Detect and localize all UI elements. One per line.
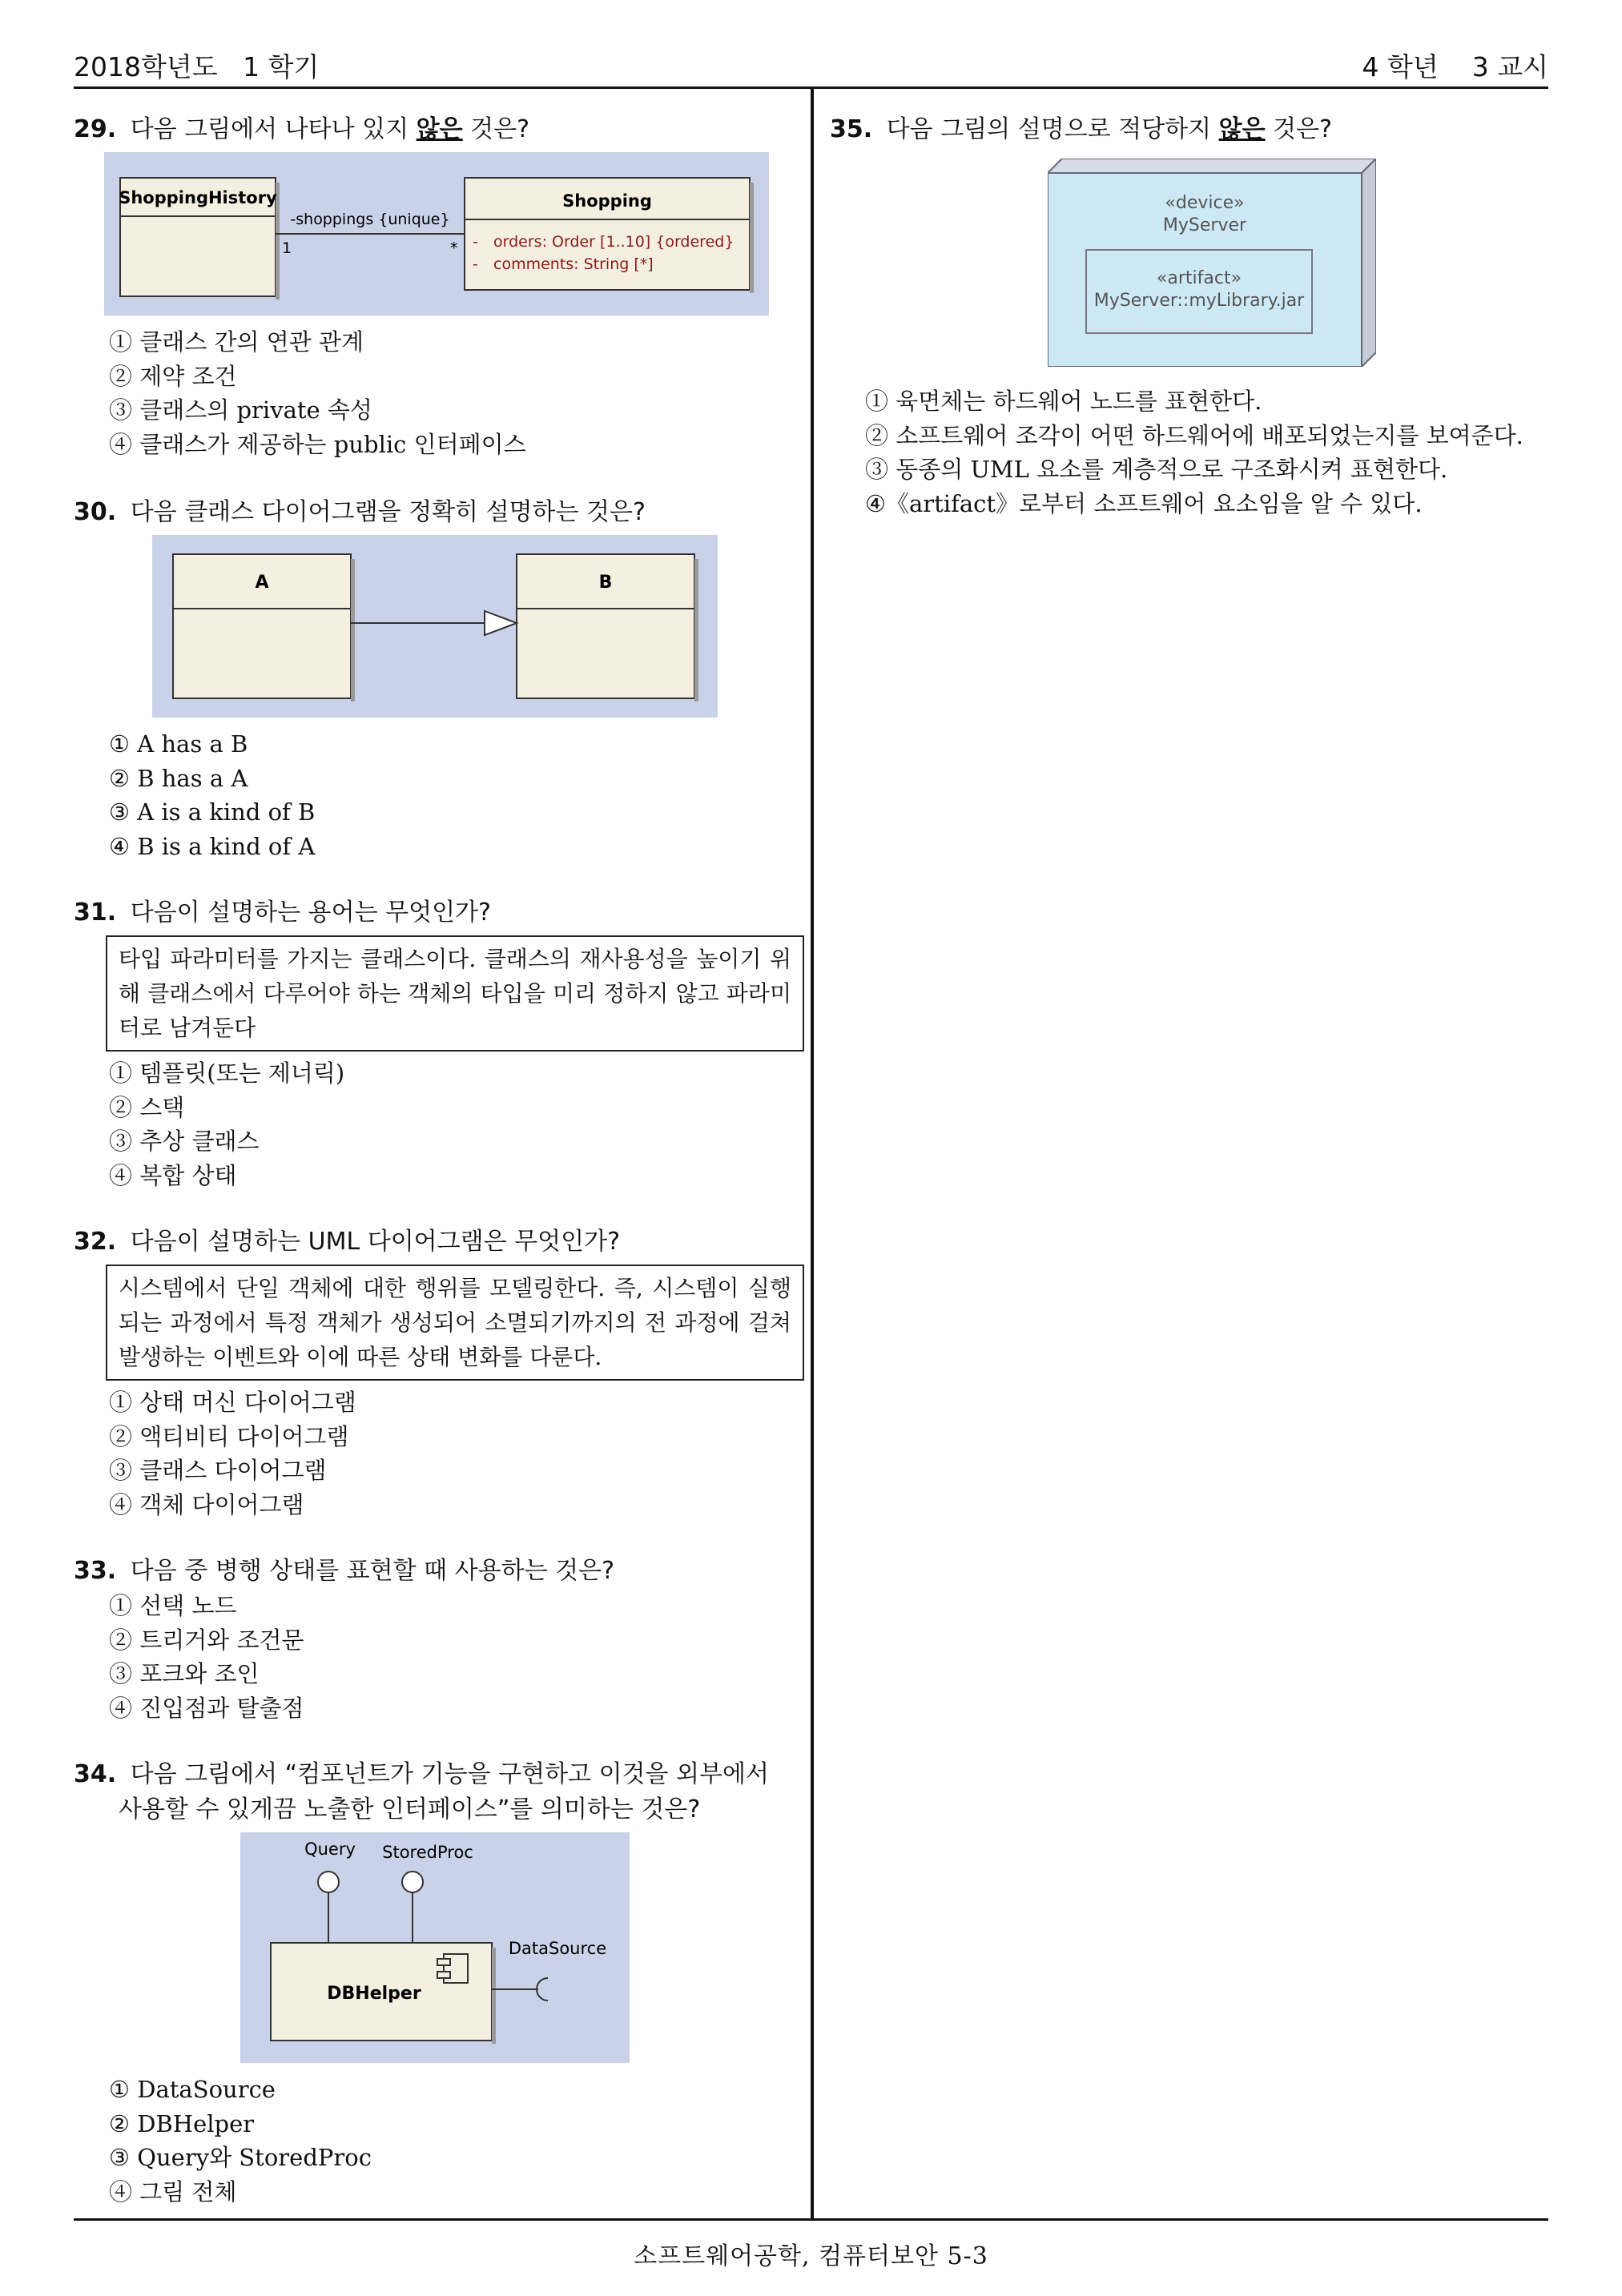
option-2[interactable]: ② 스택 <box>109 1093 185 1121</box>
option-4[interactable]: ④ 클래스가 제공하는 public 인터페이스 <box>109 430 526 458</box>
lollipop-storedproc-icon <box>402 1872 423 1892</box>
question-34-title: 34. 다음 그림에서 “컴포넌트가 기능을 구현하고 이것을 외부에서 사용할 수 있게끔 노출한 인터페이스”를 의미하는 것은? <box>74 1760 769 1824</box>
option-3[interactable]: ③ 추상 클래스 <box>109 1128 260 1155</box>
question-35 <box>830 112 1551 521</box>
question-35-title: 35. 다음 그림의 설명으로 적당하지 않은 것은? <box>830 115 1333 143</box>
option-4[interactable]: ④《artifact》로부터 소프트웨어 요소임을 알 수 있다. <box>865 489 1423 517</box>
q30-class-diagram <box>152 535 795 721</box>
question-30-title: 30. 다음 클래스 다이어그램을 정확히 설명하는 것은? <box>74 498 646 526</box>
option-3[interactable]: ③ 포크와 조인 <box>109 1660 260 1687</box>
header-grade-period: 4 학년 3 교시 <box>1362 51 1548 82</box>
association-label: -shoppings {unique} <box>290 211 450 228</box>
question-30-options <box>74 727 795 863</box>
header-semester: 2018학년도 1 학기 <box>74 51 320 82</box>
option-4[interactable]: ④ 그림 전체 <box>109 2177 237 2206</box>
question-32-title: 32. 다음이 설명하는 UML 다이어그램은 무엇인가? <box>74 1228 620 1256</box>
artifact-stereotype: «artifact» <box>1156 268 1242 288</box>
option-2[interactable]: ② 액티비티 다이어그램 <box>109 1422 349 1450</box>
option-1[interactable]: ① DataSource <box>109 2076 276 2103</box>
attr-orders: orders: Order [1..10] {ordered} <box>493 233 735 251</box>
option-3[interactable]: ③ 클래스 다이어그램 <box>109 1457 327 1484</box>
option-4[interactable]: ④ 진입점과 탈출점 <box>109 1694 304 1722</box>
option-1[interactable]: ① 클래스 간의 연관 관계 <box>109 328 364 356</box>
question-31-options <box>74 1056 795 1192</box>
option-2[interactable]: ② DBHelper <box>109 2109 255 2137</box>
device-name: MyServer <box>1162 215 1247 235</box>
question-34 <box>74 1757 795 2209</box>
option-1[interactable]: ① A has a B <box>109 730 248 758</box>
option-2[interactable]: ② B has a A <box>109 764 248 792</box>
question-30 <box>74 495 795 863</box>
option-2[interactable]: ② 소프트웨어 조각이 어떤 하드웨어에 배포되었는지를 보여준다. <box>865 421 1523 449</box>
class-b-name: B <box>598 573 613 593</box>
option-1[interactable]: ① 템플릿(또는 제너릭) <box>109 1060 345 1087</box>
class-shoppinghistory-name: ShoppingHistory <box>119 188 277 207</box>
option-1[interactable]: ① 육면체는 하드웨어 노드를 표현한다. <box>865 388 1262 415</box>
question-33-options <box>74 1589 795 1725</box>
option-3[interactable]: ③ A is a kind of B <box>109 798 316 826</box>
question-29-options <box>74 325 795 461</box>
question-32-description-box: 시스템에서 단일 객체에 대한 행위를 모델링한다. 즉, 시스템이 실행되는 과정에서 특정 객체가 생성되어 소멸되기까지의 전 과정에 걸쳐 발생하는 이벤트와 이에 따른 상태 변화를 다룬다. <box>106 1265 804 1381</box>
option-4[interactable]: ④ B is a kind of A <box>109 832 316 860</box>
q29-class-diagram <box>104 152 795 319</box>
question-34-options <box>74 2073 795 2209</box>
device-stereotype: «device» <box>1165 193 1245 213</box>
required-interface-datasource-label: DataSource <box>508 1939 607 1958</box>
component-dbhelper-name: DBHelper <box>327 1984 421 2004</box>
column-divider <box>811 89 814 2219</box>
question-31-description-box: 타입 파라미터를 가지는 클래스이다. 클래스의 재사용성을 높이기 위해 클래스에서 다루어야 하는 객체의 타입을 미리 정하지 않고 파라미터로 남겨둔다 <box>106 935 804 1051</box>
svg-text:-: - <box>473 255 478 273</box>
option-3[interactable]: ③ 동종의 UML 요소를 계층적으로 구조화시켜 표현한다. <box>865 456 1448 483</box>
footer-rule <box>74 2218 1548 2221</box>
q35-deployment-diagram <box>1048 159 1551 370</box>
option-2[interactable]: ② 제약 조건 <box>109 362 237 390</box>
right-column <box>830 112 1551 521</box>
question-31-title: 31. 다음이 설명하는 용어는 무엇인가? <box>74 899 491 927</box>
question-31 <box>74 895 795 1192</box>
question-29 <box>74 112 795 461</box>
option-4[interactable]: ④ 객체 다이어그램 <box>109 1490 304 1518</box>
question-29-title: 29. 다음 그림에서 나타나 있지 않은 것은? <box>74 115 530 143</box>
option-4[interactable]: ④ 복합 상태 <box>109 1161 237 1189</box>
attr-comments: comments: String [*] <box>493 255 654 273</box>
svg-text:-: - <box>473 233 478 251</box>
lollipop-query-icon <box>318 1872 339 1892</box>
option-1[interactable]: ① 선택 노드 <box>109 1592 237 1619</box>
provided-interface-storedproc-label: StoredProc <box>382 1843 473 1862</box>
left-column <box>74 112 795 2209</box>
question-33-title: 33. 다음 중 병행 상태를 표현할 때 사용하는 것은? <box>74 1557 615 1585</box>
question-35-options <box>830 384 1551 521</box>
q34-component-diagram <box>240 1832 795 2066</box>
class-a-name: A <box>255 573 269 593</box>
question-32-options <box>74 1385 795 1522</box>
question-33 <box>74 1554 795 1725</box>
provided-interface-query-label: Query <box>304 1840 356 1859</box>
multiplicity-left: 1 <box>282 239 292 257</box>
option-2[interactable]: ② 트리거와 조건문 <box>109 1626 304 1654</box>
question-32 <box>74 1224 795 1522</box>
multiplicity-right: * <box>450 239 458 257</box>
class-shopping-name: Shopping <box>562 191 652 211</box>
option-1[interactable]: ① 상태 머신 다이어그램 <box>109 1389 356 1416</box>
artifact-name: MyServer::myLibrary.jar <box>1093 291 1305 311</box>
option-3[interactable]: ③ Query와 StoredProc <box>109 2144 372 2171</box>
footer-subject-page: 소프트웨어공학, 컴퓨터보안 5-3 <box>634 2242 988 2270</box>
option-3[interactable]: ③ 클래스의 private 속성 <box>109 396 372 424</box>
